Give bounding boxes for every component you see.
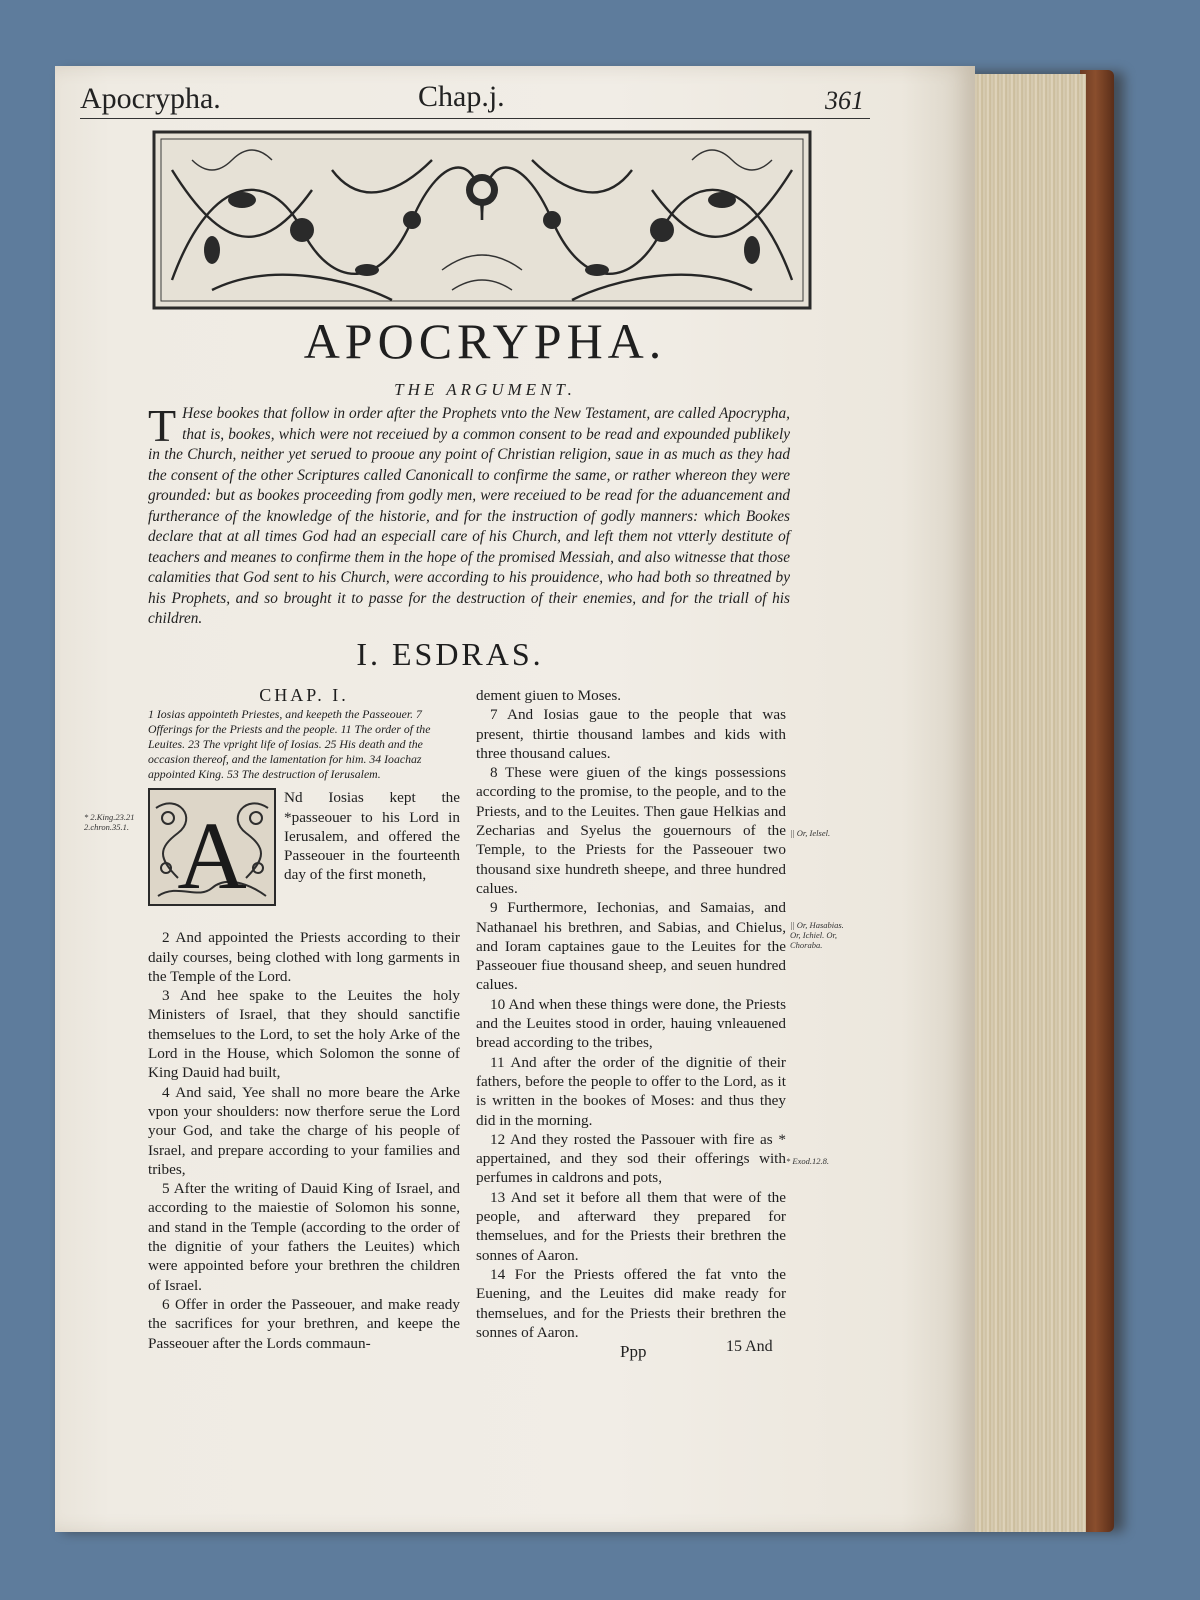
headpiece-ornament-icon bbox=[152, 130, 812, 310]
verse-7: 7 And Iosias gaue to the people that was present, thirtie thousand lambes and kids with three thousand calues. bbox=[476, 706, 786, 762]
margin-note-right-2: || Or, Hasabias. Or, Ichiel. Or, Choraba. bbox=[790, 920, 844, 950]
verse-9: 9 Furthermore, Iechonias, and Samaias, and Nathanael his brethren, and Sabias, and Chielus, and Ioram captaines gaue to the Leuites for the Passeouer fiue thousand sheep, and seuen hundred calues. bbox=[476, 899, 786, 994]
verse-4: 4 And said, Yee shall no more beare the Arke vpon your shoulders: now therfore serue the Lord your God, and take the charge of his people of Israel, and prepare according to your families and tribes, bbox=[148, 1083, 460, 1178]
verse-6: 6 Offer in order the Passeouer, and make ready the sacrifices for your brethren, and keepe the Passeouer after the Lords commaun- bbox=[148, 1295, 460, 1352]
margin-note-right-3: * Exod.12.8. bbox=[786, 1156, 829, 1166]
verse-1: Nd Iosias kept the *passeouer to his Lord in Ierusalem, and offered the Passeouer in the fourteenth day of the first moneth, bbox=[284, 789, 460, 884]
verse-8: 8 These were giuen of the kings possessions according to the promise, to the people, and to the Priests, and to the Leuites. Then gaue Helkias and Zecharias and Syelus the gouernours of the Temple, to the Priests for the Passeouer two thousand sixe hundreth sheepe, and three hundred calues. bbox=[476, 764, 786, 897]
initial-block bbox=[148, 788, 460, 928]
running-head-left: Apocrypha. bbox=[80, 82, 221, 115]
catchword: 15 And bbox=[726, 1338, 773, 1355]
verse-2: 2 And appointed the Priests according to their daily courses, being clothed with long garments in the Temple of the Lord. bbox=[148, 929, 460, 985]
argument-heading: THE ARGUMENT. bbox=[394, 380, 576, 399]
chapter-summary: 1 Iosias appointeth Priestes, and keepeth the Passeouer. 7 Offerings for the Priests and the people. 11 The order of the Leuites. 23 The vpright life of Iosias. 25 His death and the occasion thereof, and the lamentation for him. 34 Ioachaz appointed King. 53 The destruction of Ierusalem. bbox=[148, 707, 431, 782]
right-column bbox=[476, 686, 786, 1342]
page-title: APOCRYPHA. bbox=[303, 313, 667, 369]
page-number: 361 bbox=[825, 86, 864, 115]
argument-dropcap: T bbox=[148, 400, 177, 451]
verse-6-continued: dement giuen to Moses. bbox=[476, 687, 622, 704]
verse-12: 12 And they rosted the Passouer with fire as * appertained, and they sod their offerings with perfumes in caldrons and pots, bbox=[476, 1130, 786, 1187]
initial-letter: A bbox=[177, 802, 247, 907]
margin-note-left: * 2.King.23.21 2.chron.35.1. bbox=[84, 812, 135, 832]
verse-5: 5 After the writing of Dauid King of Israel, and according to the maiestie of Solomon his sonne, and stand in the Temple (according to the order of the dignitie of your fathers the Leuites) which were appointed before your brethren the children of Israel. bbox=[148, 1180, 460, 1294]
margin-note-right-1: || Or, Ielsel. bbox=[790, 828, 831, 838]
verse-10: 10 And when these things were done, the Priests and the Leuites stood in order, hauing vnleauened bread according to the tribes, bbox=[476, 995, 786, 1052]
page-edges bbox=[968, 74, 1086, 1532]
decorated-initial-icon bbox=[148, 788, 276, 906]
argument-text bbox=[148, 400, 790, 630]
verse-11: 11 And after the order of the dignitie of their fathers, before the people to offer to the Lord, as it is written in the bookes of Moses: and thus they did in the morning. bbox=[476, 1053, 786, 1129]
argument-body: Hese bookes that follow in order after the Prophets vnto the New Testament, are called Apocrypha, that is, bookes, which were not receiued by a common consent to be read and expounded publikely in the Church, neither yet serued to prooue any point of Christian religion, saue in as much as they had the consent of the other Scriptures called Canonicall to confirme the same, or rather whereon they were grounded: but as bookes proceeding from godly men, were receiued to be read for the aduancement and furtherance of the knowledge of the historie, and for the instruction of godly manners: which Bookes declare that at all times God had an especiall care of his Church, and left them not vtterly destitute of teachers and meanes to confirme them in the hope of the promised Messiah, and also witnesse that those calamities that God sent to his Church, were according to his prouidence, who had both so threatned by his Prophets, and so brought it to passe for the destruction of their enemies, and for the triall of his children. bbox=[148, 405, 790, 627]
verse-13: 13 And set it before all them that were of the people, and afterward they prepared for themselues, and for the Priests their brethren the sonnes of Aaron. bbox=[476, 1188, 786, 1264]
verse-14: 14 For the Priests offered the fat vnto the Euening, and the Leuites did make ready for themselues, and for the Priests their brethren the sonnes of Aaron. bbox=[476, 1265, 786, 1341]
chapter-heading: CHAP. I. bbox=[259, 685, 349, 705]
verse-3: 3 And hee spake to the Leuites the holy Ministers of Israel, that they should sanctifie themselues to the Lord, to set the holy Arke of the Lord in the House, which Solomon the sonne of King Dauid had built, bbox=[148, 987, 460, 1082]
left-column bbox=[148, 686, 460, 1353]
signature-mark: Ppp bbox=[620, 1342, 647, 1361]
book-title: I. ESDRAS. bbox=[356, 636, 544, 672]
running-head bbox=[80, 78, 870, 119]
running-head-chapter: Chap.j. bbox=[418, 80, 505, 113]
